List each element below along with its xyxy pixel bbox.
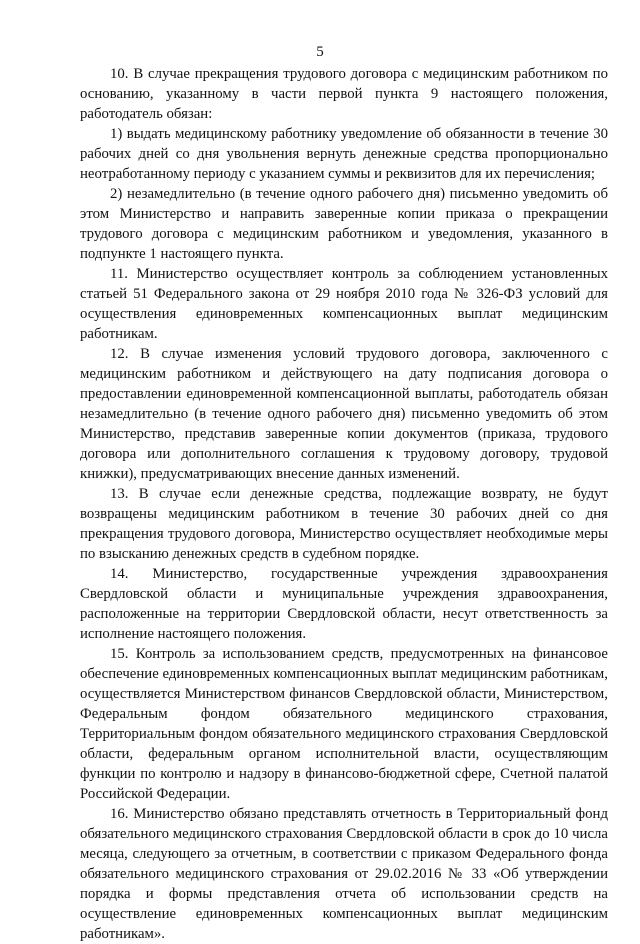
paragraph-16: 16. Министерство обязано представлять отчетность в Территориальный фонд обязательного медицинского страхования Свердловской области в срок до 10 числа месяца, следующего за отчетным, в соответствии с приказом Федерального фонда обязательного медицинского страхования от 29.02.2016 № 33 «Об утверждении порядка и формы представления отчета об использовании средств на осуществление единовременных компенсационных выплат медицинским работникам». — [80, 806, 608, 942]
paragraph-15: 15. Контроль за использованием средств, предусмотренных на финансовое обеспечение единовременных компенсационных выплат медицинским работникам, осуществляется Министерством финансов Свердловской области, Министерством, Федеральным фондом обязательного медицинского страхования, Территориальным фондом обязательного медицинского страхования Свердловской области, федеральным органом исполнительной власти, осуществляющим функции по контролю и надзору в финансово-бюджетной сфере, Счетной палатой Российской Федерации. — [80, 646, 608, 802]
paragraph-10-sub-2: 2) незамедлительно (в течение одного рабочего дня) письменно уведомить об этом Министерство и направить заверенные копии приказа о прекращении трудового договора с медицинским работником и уведомления, указанного в подпункте 1 настоящего пункта. — [80, 186, 608, 262]
paragraph-12: 12. В случае изменения условий трудового договора, заключенного с медицинским работником и действующего на дату подписания договора о предоставлении единовременной компенсационной выплаты, работодатель обязан незамедлительно (в течение одного рабочего дня) письменно уведомить об этом Министерство, представив заверенные копии документов (приказа, трудового договора или дополнительного соглашения к трудовому договору, трудовой книжки), предусматривающих внесение данных изменений. — [80, 346, 608, 482]
paragraph-10-sub-1: 1) выдать медицинскому работнику уведомление об обязанности в течение 30 рабочих дней со дня увольнения вернуть денежные средства пропорционально неотработанному периоду с указанием суммы и реквизитов для их перечисления; — [80, 126, 608, 182]
document-body — [80, 64, 608, 944]
paragraph-14: 14. Министерство, государственные учреждения здравоохранения Свердловской области и муниципальные учреждения здравоохранения, расположенные на территории Свердловской области, несут ответственность за исполнение настоящего положения. — [80, 566, 608, 642]
paragraph-10: 10. В случае прекращения трудового договора с медицинским работником по основанию, указанному в части первой пункта 9 настоящего положения, работодатель обязан: — [80, 66, 608, 122]
paragraph-13: 13. В случае если денежные средства, подлежащие возврату, не будут возвращены медицинским работником в течение 30 рабочих дней со дня прекращения трудового договора, Министерство осуществляет необходимые меры по взысканию денежных средств в судебном порядке. — [80, 486, 608, 562]
paragraph-11: 11. Министерство осуществляет контроль за соблюдением установленных статьей 51 Федерального закона от 29 ноября 2010 года № 326-ФЗ условий для осуществления единовременных компенсационных выплат медицинским работникам. — [80, 266, 608, 342]
page-number: 5 — [316, 44, 324, 60]
